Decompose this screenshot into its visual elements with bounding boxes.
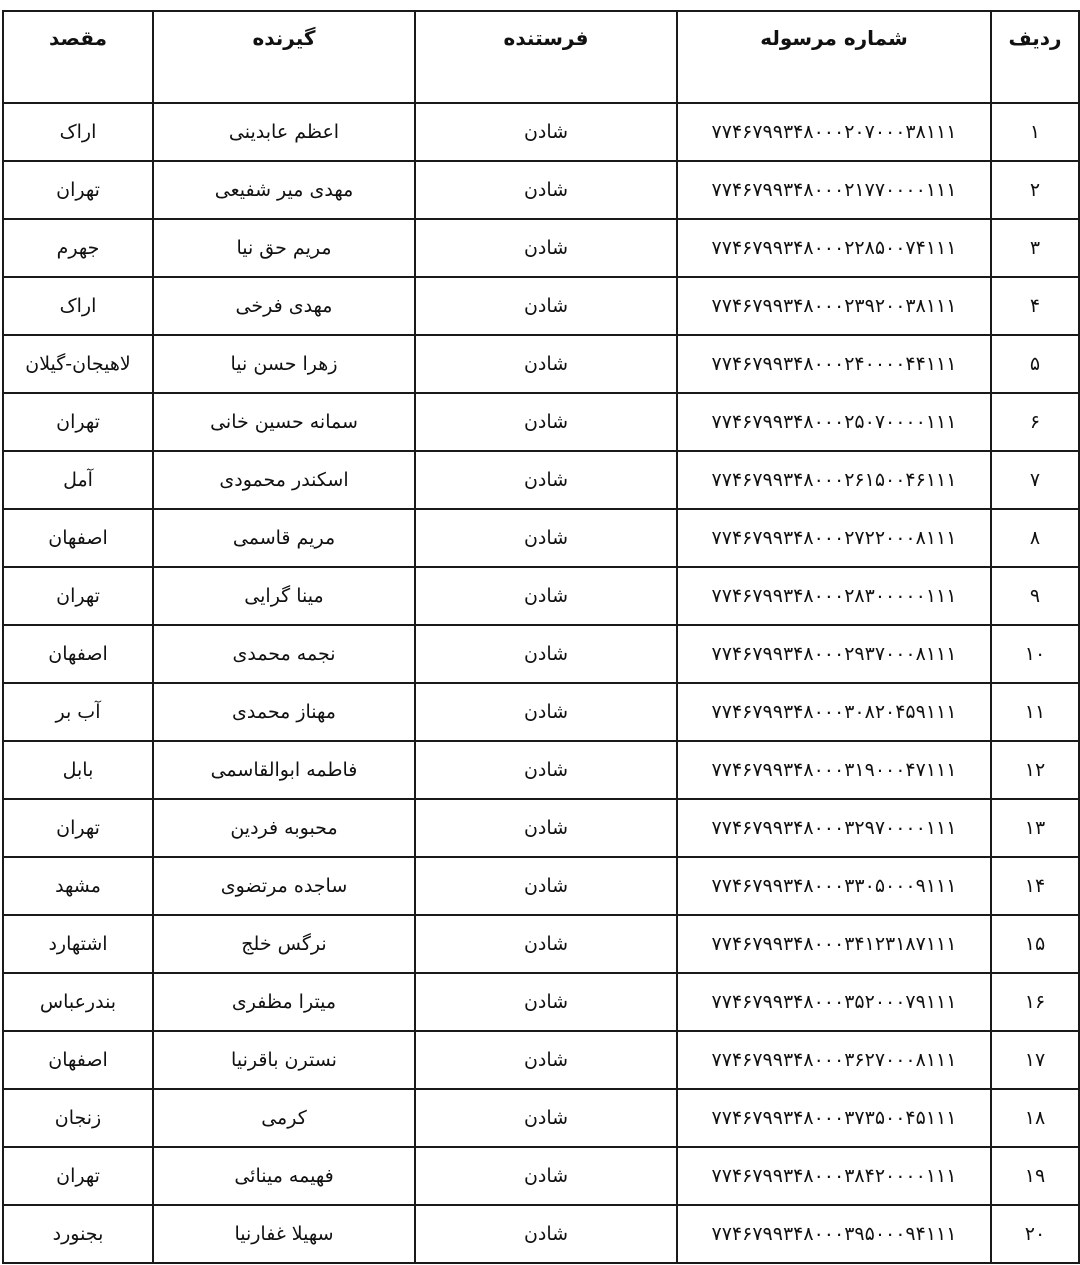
table-row	[3, 625, 1079, 683]
row-number-cell: ۱۳	[991, 799, 1079, 857]
tracking-number-cell: ۷۷۴۶۷۹۹۳۴۸۰۰۰۲۶۱۵۰۰۴۶۱۱۱	[677, 451, 991, 509]
receiver-cell: اعظم عابدینی	[153, 103, 415, 161]
row-number-cell: ۳	[991, 219, 1079, 277]
sender-cell: شادن	[415, 1031, 677, 1089]
destination-cell: اصفهان	[3, 1031, 153, 1089]
sender-cell: شادن	[415, 567, 677, 625]
table-row	[3, 335, 1079, 393]
row-number-cell: ۵	[991, 335, 1079, 393]
receiver-cell: سمانه حسین خانی	[153, 393, 415, 451]
table-row	[3, 915, 1079, 973]
row-number-cell: ۱۰	[991, 625, 1079, 683]
table-row	[3, 219, 1079, 277]
row-number-cell: ۱	[991, 103, 1079, 161]
receiver-cell: فاطمه ابوالقاسمی	[153, 741, 415, 799]
tracking-number-cell: ۷۷۴۶۷۹۹۳۴۸۰۰۰۳۸۴۲۰۰۰۰۱۱۱	[677, 1147, 991, 1205]
row-number-cell: ۱۶	[991, 973, 1079, 1031]
row-number-cell: ۷	[991, 451, 1079, 509]
sender-cell: شادن	[415, 335, 677, 393]
destination-cell: تهران	[3, 1147, 153, 1205]
destination-cell: اصفهان	[3, 625, 153, 683]
receiver-cell: فهیمه مینائی	[153, 1147, 415, 1205]
destination-cell: اراک	[3, 103, 153, 161]
table-row	[3, 857, 1079, 915]
row-number-cell: ۱۷	[991, 1031, 1079, 1089]
tracking-number-cell: ۷۷۴۶۷۹۹۳۴۸۰۰۰۲۹۳۷۰۰۰۸۱۱۱	[677, 625, 991, 683]
row-number-cell: ۶	[991, 393, 1079, 451]
sender-cell: شادن	[415, 161, 677, 219]
receiver-cell: مینا گرایی	[153, 567, 415, 625]
tracking-number-cell: ۷۷۴۶۷۹۹۳۴۸۰۰۰۳۵۲۰۰۰۷۹۱۱۱	[677, 973, 991, 1031]
receiver-cell: مهناز محمدی	[153, 683, 415, 741]
sender-cell: شادن	[415, 799, 677, 857]
receiver-cell: کرمی	[153, 1089, 415, 1147]
shipments-table	[2, 10, 1080, 1264]
receiver-cell: مهدی فرخی	[153, 277, 415, 335]
tracking-number-cell: ۷۷۴۶۷۹۹۳۴۸۰۰۰۳۱۹۰۰۰۴۷۱۱۱	[677, 741, 991, 799]
tracking-number-cell: ۷۷۴۶۷۹۹۳۴۸۰۰۰۳۲۹۷۰۰۰۰۱۱۱	[677, 799, 991, 857]
row-number-cell: ۱۱	[991, 683, 1079, 741]
row-number-cell: ۲	[991, 161, 1079, 219]
table-row	[3, 1147, 1079, 1205]
row-number-cell: ۹	[991, 567, 1079, 625]
destination-cell: اراک	[3, 277, 153, 335]
header-destination: مقصد	[3, 11, 153, 103]
receiver-cell: اسکندر محمودی	[153, 451, 415, 509]
destination-cell: مشهد	[3, 857, 153, 915]
table-row	[3, 393, 1079, 451]
destination-cell: بجنورد	[3, 1205, 153, 1263]
destination-cell: آب بر	[3, 683, 153, 741]
table-row	[3, 451, 1079, 509]
tracking-number-cell: ۷۷۴۶۷۹۹۳۴۸۰۰۰۳۳۰۵۰۰۰۹۱۱۱	[677, 857, 991, 915]
tracking-number-cell: ۷۷۴۶۷۹۹۳۴۸۰۰۰۲۱۷۷۰۰۰۰۱۱۱	[677, 161, 991, 219]
shipment-sheet	[0, 10, 1080, 1263]
tracking-number-cell: ۷۷۴۶۷۹۹۳۴۸۰۰۰۲۵۰۷۰۰۰۰۱۱۱	[677, 393, 991, 451]
receiver-cell: ساجده مرتضوی	[153, 857, 415, 915]
sender-cell: شادن	[415, 219, 677, 277]
sender-cell: شادن	[415, 393, 677, 451]
destination-cell: بابل	[3, 741, 153, 799]
destination-cell: تهران	[3, 393, 153, 451]
receiver-cell: مریم حق نیا	[153, 219, 415, 277]
sender-cell: شادن	[415, 103, 677, 161]
destination-cell: زنجان	[3, 1089, 153, 1147]
header-sender: فرستنده	[415, 11, 677, 103]
sender-cell: شادن	[415, 857, 677, 915]
row-number-cell: ۱۴	[991, 857, 1079, 915]
tracking-number-cell: ۷۷۴۶۷۹۹۳۴۸۰۰۰۲۰۷۰۰۰۳۸۱۱۱	[677, 103, 991, 161]
table-row	[3, 161, 1079, 219]
row-number-cell: ۱۲	[991, 741, 1079, 799]
row-number-cell: ۲۰	[991, 1205, 1079, 1263]
destination-cell: لاهیجان-گیلان	[3, 335, 153, 393]
sender-cell: شادن	[415, 973, 677, 1031]
tracking-number-cell: ۷۷۴۶۷۹۹۳۴۸۰۰۰۳۷۳۵۰۰۴۵۱۱۱	[677, 1089, 991, 1147]
receiver-cell: میترا مظفری	[153, 973, 415, 1031]
destination-cell: تهران	[3, 567, 153, 625]
header-tracking-number: شماره مرسوله	[677, 11, 991, 103]
table-row	[3, 1205, 1079, 1263]
table-header-row	[3, 11, 1079, 103]
receiver-cell: محبوبه فردین	[153, 799, 415, 857]
tracking-number-cell: ۷۷۴۶۷۹۹۳۴۸۰۰۰۲۷۲۲۰۰۰۸۱۱۱	[677, 509, 991, 567]
destination-cell: اصفهان	[3, 509, 153, 567]
tracking-number-cell: ۷۷۴۶۷۹۹۳۴۸۰۰۰۲۲۸۵۰۰۷۴۱۱۱	[677, 219, 991, 277]
row-number-cell: ۸	[991, 509, 1079, 567]
header-receiver: گیرنده	[153, 11, 415, 103]
destination-cell: اشتهارد	[3, 915, 153, 973]
sender-cell: شادن	[415, 741, 677, 799]
header-row-number: ردیف	[991, 11, 1079, 103]
sender-cell: شادن	[415, 451, 677, 509]
sender-cell: شادن	[415, 1205, 677, 1263]
tracking-number-cell: ۷۷۴۶۷۹۹۳۴۸۰۰۰۳۰۸۲۰۴۵۹۱۱۱	[677, 683, 991, 741]
sender-cell: شادن	[415, 683, 677, 741]
sender-cell: شادن	[415, 625, 677, 683]
row-number-cell: ۱۵	[991, 915, 1079, 973]
tracking-number-cell: ۷۷۴۶۷۹۹۳۴۸۰۰۰۲۸۳۰۰۰۰۰۱۱۱	[677, 567, 991, 625]
destination-cell: تهران	[3, 799, 153, 857]
table-row	[3, 103, 1079, 161]
table-row	[3, 277, 1079, 335]
tracking-number-cell: ۷۷۴۶۷۹۹۳۴۸۰۰۰۳۴۱۲۳۱۸۷۱۱۱	[677, 915, 991, 973]
receiver-cell: زهرا حسن نیا	[153, 335, 415, 393]
sender-cell: شادن	[415, 277, 677, 335]
tracking-number-cell: ۷۷۴۶۷۹۹۳۴۸۰۰۰۲۴۰۰۰۰۴۴۱۱۱	[677, 335, 991, 393]
row-number-cell: ۴	[991, 277, 1079, 335]
tracking-number-cell: ۷۷۴۶۷۹۹۳۴۸۰۰۰۳۶۲۷۰۰۰۸۱۱۱	[677, 1031, 991, 1089]
receiver-cell: مریم قاسمی	[153, 509, 415, 567]
tracking-number-cell: ۷۷۴۶۷۹۹۳۴۸۰۰۰۳۹۵۰۰۰۹۴۱۱۱	[677, 1205, 991, 1263]
row-number-cell: ۱۹	[991, 1147, 1079, 1205]
table-row	[3, 1089, 1079, 1147]
destination-cell: تهران	[3, 161, 153, 219]
table-row	[3, 799, 1079, 857]
receiver-cell: مهدی میر شفیعی	[153, 161, 415, 219]
table-row	[3, 1031, 1079, 1089]
destination-cell: جهرم	[3, 219, 153, 277]
tracking-number-cell: ۷۷۴۶۷۹۹۳۴۸۰۰۰۲۳۹۲۰۰۳۸۱۱۱	[677, 277, 991, 335]
destination-cell: بندرعباس	[3, 973, 153, 1031]
table-row	[3, 509, 1079, 567]
receiver-cell: سهیلا غفارنیا	[153, 1205, 415, 1263]
destination-cell: آمل	[3, 451, 153, 509]
table-row	[3, 973, 1079, 1031]
table-row	[3, 567, 1079, 625]
receiver-cell: نرگس خلج	[153, 915, 415, 973]
table-row	[3, 683, 1079, 741]
sender-cell: شادن	[415, 915, 677, 973]
row-number-cell: ۱۸	[991, 1089, 1079, 1147]
table-row	[3, 741, 1079, 799]
receiver-cell: نجمه محمدی	[153, 625, 415, 683]
receiver-cell: نسترن باقرنیا	[153, 1031, 415, 1089]
sender-cell: شادن	[415, 509, 677, 567]
sender-cell: شادن	[415, 1089, 677, 1147]
sender-cell: شادن	[415, 1147, 677, 1205]
